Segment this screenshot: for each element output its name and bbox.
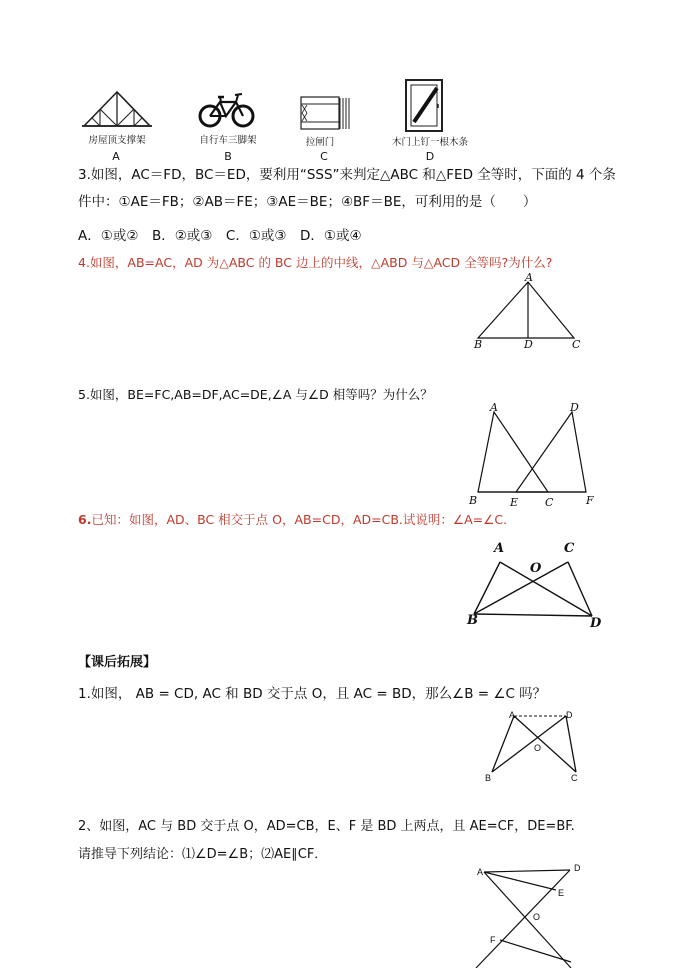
bicycle-icon xyxy=(198,90,256,130)
q5-point-c: C xyxy=(545,496,554,509)
roof-truss-illustration xyxy=(82,88,152,128)
q6-point-b: B xyxy=(467,613,478,628)
q3-options: A．①或② B．②或③ C．①或③ D．①或④ xyxy=(78,228,362,244)
ext1-point-d: D xyxy=(566,710,573,720)
q5-point-a: A xyxy=(490,401,498,414)
ext2-crossed-figure xyxy=(476,862,586,968)
letter-d: D xyxy=(425,150,435,163)
ext2-point-o: O xyxy=(533,912,541,922)
q5-text: 5.如图，BE=FC,AB=DF,AC=DE,∠A 与∠D 相等吗？为什么？ xyxy=(78,387,433,402)
q5-two-triangles xyxy=(468,402,598,497)
q4-point-c: C xyxy=(572,338,581,351)
letter-c: C xyxy=(320,150,328,163)
caption-d: 木门上钉一根木条 xyxy=(391,137,468,148)
letter-b: B xyxy=(224,150,232,163)
ext1-text: 1.如图， AB = CD, AC 和 BD 交于点 O，且 AC = BD，那么∠B = ∠C 吗？ xyxy=(78,686,547,702)
ext2-point-f: F xyxy=(490,935,496,945)
door-with-brace-illustration xyxy=(404,78,444,133)
q5-point-d: D xyxy=(570,401,579,414)
q6-point-d: D xyxy=(590,616,602,631)
q5-point-b: B xyxy=(469,494,478,507)
q6-text xyxy=(78,511,507,529)
q3-line1: 3.如图，AC＝FD，BC＝ED，要利用“SSS”来判定△ABC 和△FED 全等时，下面的 4 个条 xyxy=(78,167,616,183)
ext1-point-a: A xyxy=(509,710,516,720)
q4-point-b: B xyxy=(474,338,483,351)
q6-point-c: C xyxy=(564,541,575,556)
caption-b: 自行车三脚架 xyxy=(199,135,257,146)
ext2-point-a: A xyxy=(477,867,484,877)
ext1-point-c: C xyxy=(571,773,578,783)
ext1-point-b: B xyxy=(485,773,492,783)
q5-point-e: E xyxy=(510,496,519,509)
q3-line2: 件中：①AE＝FB；②AB＝FE；③AE＝BE；④BF＝BE，可利用的是（ ） xyxy=(78,194,537,210)
q6-point-o: O xyxy=(530,561,542,576)
letter-a: A xyxy=(112,150,120,163)
q4-point-d: D xyxy=(524,338,533,351)
q6-number: 6. xyxy=(78,512,92,527)
q4-point-a: A xyxy=(525,271,533,284)
ext2-line2: 请推导下列结论：⑴∠D=∠B；⑵AE∥CF． xyxy=(78,847,328,862)
q5-point-f: F xyxy=(586,494,594,507)
ext2-line1: 2、如图，AC 与 BD 交于点 O，AD=CB，E、F 是 BD 上两点，且 AE=CF，DE=BF. xyxy=(78,819,575,834)
q6-body: 已知：如图，AD、BC 相交于点 O，AB=CD，AD=CB.试说明：∠A=∠C. xyxy=(91,512,508,527)
ext2-point-e: E xyxy=(558,888,565,898)
q4-text: 4.如图，AB=AC，AD 为△ABC 的 BC 边上的中线，△ABD 与△ACD 全等吗?为什么? xyxy=(78,255,553,270)
q6-point-a: A xyxy=(494,541,505,556)
ext2-point-d: D xyxy=(574,863,581,873)
folding-gate-illustration xyxy=(300,96,352,132)
caption-a: 房屋顶支撑架 xyxy=(88,135,146,146)
ext1-point-o: O xyxy=(534,743,542,753)
caption-c: 拉闸门 xyxy=(305,137,335,148)
section-title: 【课后拓展】 xyxy=(78,655,157,670)
